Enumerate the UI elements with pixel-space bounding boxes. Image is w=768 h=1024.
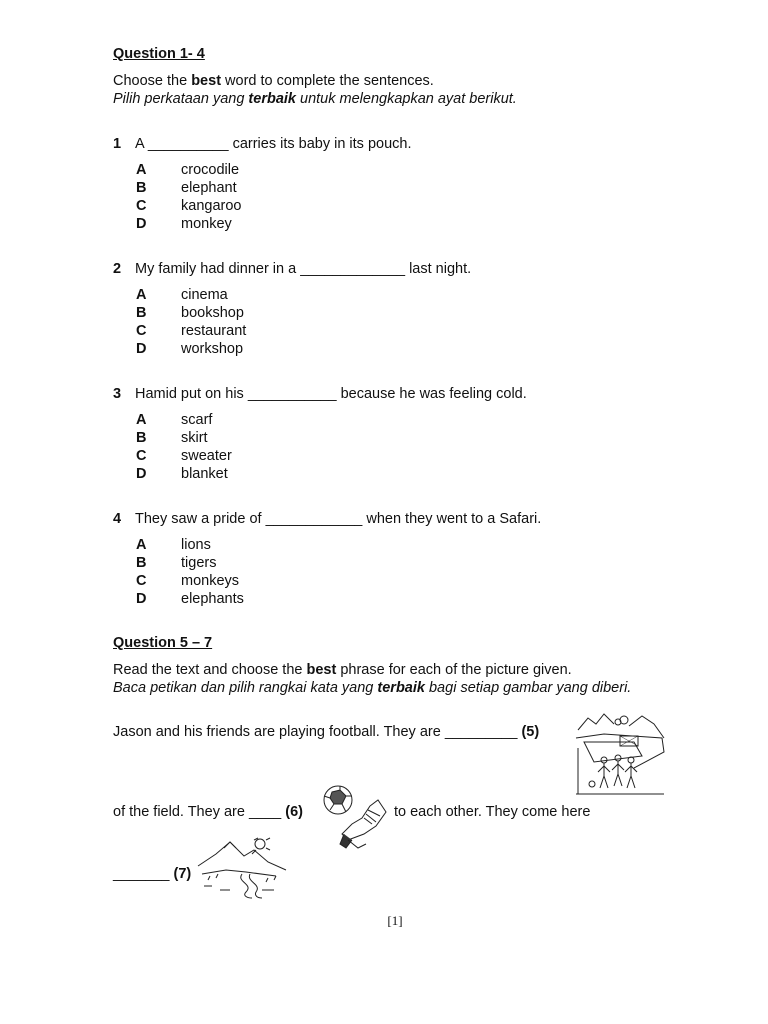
option-letter: C xyxy=(136,198,147,214)
option-text: cinema xyxy=(181,287,228,303)
passage-line-2-end: to each other. They come here xyxy=(394,804,591,820)
question-text: Hamid put on his ___________ because he was feeling cold. xyxy=(135,386,527,402)
passage-text: _______ xyxy=(113,866,170,882)
instr-ms-text: Baca petikan dan pilih rangkai kata yang xyxy=(113,680,378,696)
option-text: crocodile xyxy=(181,162,240,178)
blank-marker-6: (6) xyxy=(285,804,303,820)
question-number: 2 xyxy=(113,261,122,277)
passage-text: Jason and his friends are playing football. They are _________ xyxy=(113,724,518,740)
option-text: lions xyxy=(181,537,211,553)
question-number: 4 xyxy=(113,511,122,527)
passage-text: of the field. They are ____ xyxy=(113,804,282,820)
option-text: blanket xyxy=(181,466,228,482)
option-letter: B xyxy=(136,305,147,321)
instr-bold: best xyxy=(306,662,337,678)
option-text: elephant xyxy=(181,180,237,196)
section1-instruction xyxy=(113,73,434,89)
option-text: skirt xyxy=(181,430,208,446)
option-text: scarf xyxy=(181,412,213,428)
option-text: elephants xyxy=(181,591,244,607)
option-letter: B xyxy=(136,430,147,446)
instr-ms-bold: terbaik xyxy=(377,680,425,696)
instr-ms-text: Pilih perkataan yang xyxy=(113,91,249,107)
option-text: workshop xyxy=(181,341,244,357)
option-letter: D xyxy=(136,216,147,232)
section1-instruction-ms xyxy=(113,91,517,107)
option-letter: D xyxy=(136,466,147,482)
option-letter: B xyxy=(136,555,147,571)
mountain-road-picture xyxy=(196,836,288,900)
section2-instruction xyxy=(113,662,572,678)
ball-and-boot-picture xyxy=(318,782,394,856)
option-text: bookshop xyxy=(181,305,244,321)
option-letter: B xyxy=(136,180,147,196)
option-text: tigers xyxy=(181,555,217,571)
passage-line-1 xyxy=(113,724,539,740)
option-text: monkey xyxy=(181,216,232,232)
instr-ms-bold: terbaik xyxy=(248,91,296,107)
football-field-picture xyxy=(574,708,666,796)
section2-heading: Question 5 – 7 xyxy=(113,635,213,651)
blank-marker-7: (7) xyxy=(173,866,192,882)
instr-bold: best xyxy=(191,73,222,89)
question-text: A __________ carries its baby in its pouch. xyxy=(135,136,412,152)
section2-instruction-ms xyxy=(113,680,631,696)
option-letter: A xyxy=(136,287,147,303)
option-letter: C xyxy=(136,448,147,464)
section1-heading: Question 1- 4 xyxy=(113,46,205,62)
option-letter: D xyxy=(136,341,147,357)
instr-text: word to complete the sentences. xyxy=(221,73,434,89)
question-number: 3 xyxy=(113,386,122,402)
option-letter: C xyxy=(136,573,147,589)
option-text: monkeys xyxy=(181,573,240,589)
instr-text: Choose the xyxy=(113,73,192,89)
option-letter: A xyxy=(136,412,147,428)
option-text: sweater xyxy=(181,448,232,464)
option-letter: C xyxy=(136,323,147,339)
question-number: 1 xyxy=(113,136,122,152)
option-letter: D xyxy=(136,591,147,607)
option-letter: A xyxy=(136,537,147,553)
instr-ms-text: bagi setiap gambar yang diberi. xyxy=(424,680,632,696)
instr-text: phrase for each of the picture given. xyxy=(336,662,572,678)
question-text: My family had dinner in a _____________ last night. xyxy=(135,261,472,277)
option-text: restaurant xyxy=(181,323,247,339)
option-text: kangaroo xyxy=(181,198,242,214)
blank-marker-5: (5) xyxy=(521,724,540,740)
passage-line-3 xyxy=(113,866,191,882)
option-letter: A xyxy=(136,162,147,178)
page-number: [1] xyxy=(387,913,403,928)
question-text: They saw a pride of ____________ when they went to a Safari. xyxy=(135,511,542,527)
instr-ms-text: untuk melengkapkan ayat berikut. xyxy=(295,91,517,107)
instr-text: Read the text and choose the xyxy=(113,662,307,678)
passage-line-2 xyxy=(113,804,303,820)
